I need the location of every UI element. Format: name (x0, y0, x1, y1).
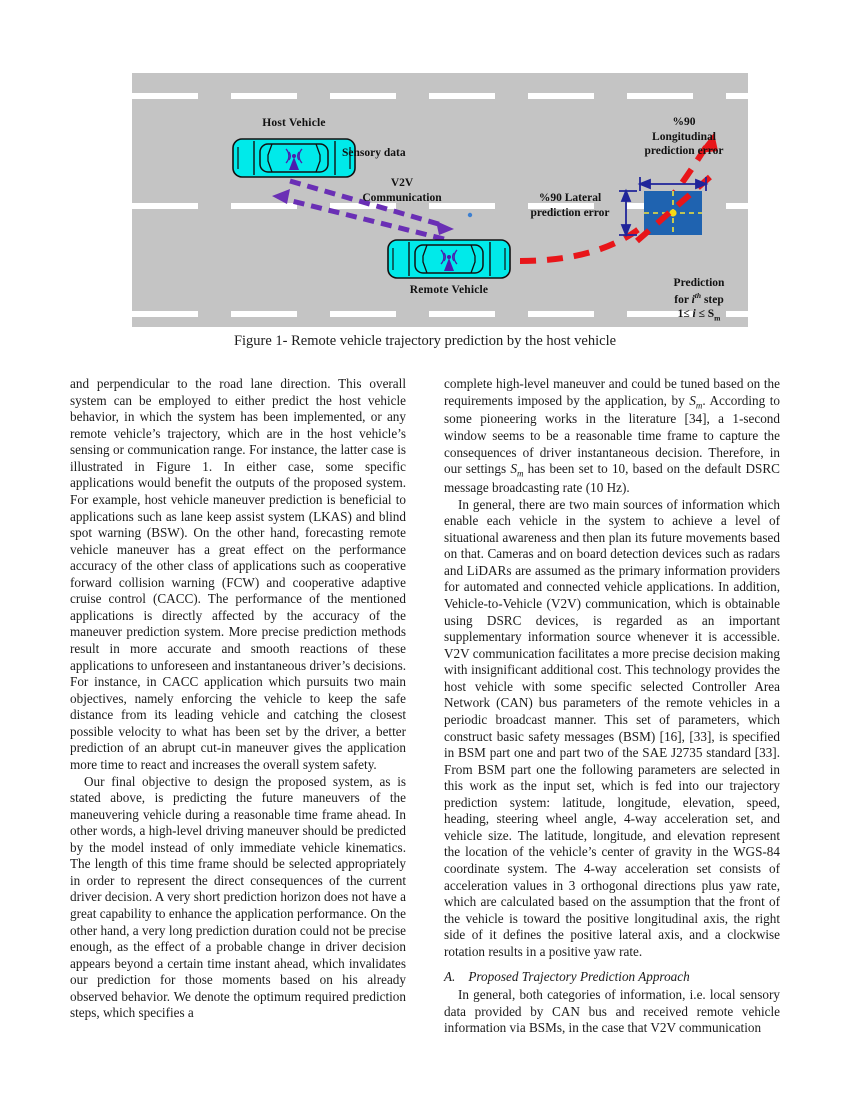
right-column (444, 376, 780, 1037)
sm-symbol: S (689, 392, 696, 408)
v2v-label-line-2: Communication (362, 191, 442, 204)
longitudinal-dimension-arrow (640, 177, 706, 191)
host-vehicle-label: Host Vehicle (262, 117, 326, 129)
lateral-error-line-2: prediction error (530, 206, 610, 219)
prediction-step-word: step (701, 293, 724, 306)
lateral-prediction-error-label (520, 191, 620, 220)
right-paragraph-1 (444, 376, 780, 497)
body-columns (70, 376, 780, 1037)
sm-symbol: S (510, 461, 517, 477)
prediction-range-lower: 1≤ (677, 308, 693, 321)
v2v-label-line-1: V2V (390, 177, 414, 189)
car-top-view-icon (387, 236, 511, 282)
prediction-step-line-2 (640, 291, 748, 308)
left-paragraph-2: Our final objective to design the proposed system, as is stated above, is predicting the future maneuvers of the maneuvering vehicle during a reasonable time frame ahead. In other words, a high-level driving maneuver should be predicted by the model instead of only immediate vehicle kinematics. The length of this time frame should be selected appropriately in order to represent the direct consequences of the current driver decision. A very short prediction horizon does not have a great capability to enhance the application performance. On the other hand, a very long prediction duration could not be precise enough, as the effect of a probable change in driver decision appears beyond a certain time instant ahead, which invalidates our prediction for those moments based on his already observed behavior. We denote the optimum required prediction steps, which specifies a (70, 773, 406, 1021)
right-p1-part-a: complete high-level maneuver and could be tuned based on the requirements imposed by the application, by (444, 376, 780, 408)
road-background (132, 73, 748, 327)
road-marker-dot (468, 213, 472, 217)
sm-subscript: m (516, 468, 524, 479)
left-paragraph-1: and perpendicular to the road lane direction. This overall system can be employed to either predict the host vehicle behavior, in which the system has been implemented, or any remote vehicle’s trajectory, which are in the host vehicle’s sensing or communication range. For instance, the latter case is illustrated in Figure 1. In either case, some specific applications would benefit the outputs of the proposed system. For example, host vehicle maneuver prediction is beneficial to applications such as lane keep assist system (LKAS) and blind spot warning (BSW). On the other hand, forecasting remote vehicle maneuver has a great effect on the performance accuracy of the other class of applications such as cooperative forward collision warning (FCW) and cooperative adaptive cruise control (CACC). The performance of the mentioned applications is directly affected by the accuracy of the maneuver prediction system. More precise prediction methods result in more accurate and smooth reactions of these applications to unforeseen and instantaneous driver’s decisions. For instance, in CACC application which pursuits two main objectives, namely enforcing the vehicle to keep the safe distance from its leading vehicle and catching the closest possible velocity to what has been set by the driver, a better prediction of an abrupt cut-in maneuver gives the application more time to react and increases the overall system safety. (70, 376, 406, 772)
prediction-step-ordinal: th (694, 290, 702, 300)
prediction-uncertainty-box (644, 191, 702, 235)
prediction-step-index: i (691, 293, 695, 306)
figure-caption: Figure 1- Remote vehicle trajectory prediction by the host vehicle (233, 333, 617, 349)
section-heading-a (444, 969, 780, 986)
longitudinal-error-line-3: prediction error (644, 145, 724, 158)
section-title: Proposed Trajectory Prediction Approach (468, 969, 690, 985)
section-number: A. (444, 969, 456, 985)
prediction-step-line-3 (640, 307, 748, 323)
longitudinal-error-line-2: Longitudinal (652, 130, 716, 143)
sm-subscript: m (695, 400, 703, 411)
sensory-data-label: Sensory data (342, 147, 406, 159)
prediction-range-upper: ≤ S (695, 308, 715, 321)
lateral-dimension-arrow (619, 191, 637, 235)
figure-1 (132, 73, 748, 327)
right-paragraph-3: In general, both categories of information, i.e. local sensory data provided by CAN bus and received remote vehicle information via BSMs, in the case that V2V communication (444, 986, 780, 1036)
car-top-view-icon (232, 135, 356, 181)
prediction-step-line-1: Prediction (673, 277, 725, 289)
remote-vehicle (387, 236, 511, 296)
v2v-communication-label (347, 176, 457, 205)
right-paragraph-2: In general, there are two main sources of information which enable each vehicle in the system to achieve a level of situational awareness and then plan its future movements based on that. Cameras and on board detection devices such as radars and LiDARs are assumed as the primary information providers for automated and connected vehicle applications. In addition, Vehicle-to-Vehicle (V2V) communication, which is obtainable using DSRC devices, is regarded as an important supplementary information source whenever it is accessible. V2V communication facilitates a more precise decision making with insignificant additional cost. This technology provides the host vehicle with some specific selected Controller Area Network (CAN) bus parameters of the remote vehicles in a periodic broadcast manner. This set of parameters, which construct basic safety messages (BSM) [16], [33], is specified in BSM part one and part two of the SAE J2735 standard [33]. From BSM part one the following parameters are selected in this work as the input set, which is fed into our trajectory prediction system: latitude, longitude, elevation, speed, heading, steering wheel angle, 4-way acceleration set, and vehicle size. The latitude, longitude, and elevation represent the location of the vehicle’s center of gravity in the WGS-84 coordinate system. The 4-way acceleration set consists of acceleration values in 3 orthogonal directions plus yaw rate, which are calculated based on the assumption that the front of the vehicle is toward the positive longitudinal axis, the right side of it defines the positive lateral axis, and a clockwise rotation results in a positive yaw rate. (444, 496, 780, 959)
longitudinal-error-line-1: %90 (672, 116, 696, 128)
longitudinal-prediction-error-label (619, 115, 748, 159)
prediction-range-sub: m (714, 313, 721, 323)
right-p1-part-b: . According to some pioneering works in the literature [34], a 1-second window seems to be a reasonable time frame to capture the consequences of driver instantaneous decision. Therefore, in our settings (444, 392, 780, 477)
host-vehicle (232, 117, 356, 181)
right-p1-part-c: has been set to 10, based on the default DSRC message broadcasting rate (10 Hz). (444, 461, 780, 496)
left-column (70, 376, 406, 1037)
prediction-step-label (640, 276, 748, 323)
remote-vehicle-label: Remote Vehicle (409, 284, 489, 296)
sm-variable-1 (689, 392, 703, 411)
lateral-error-line-1: %90 Lateral (538, 192, 602, 204)
prediction-range-index: i (692, 308, 696, 321)
sm-variable-2 (510, 461, 524, 479)
prediction-step-for: for (674, 293, 692, 306)
